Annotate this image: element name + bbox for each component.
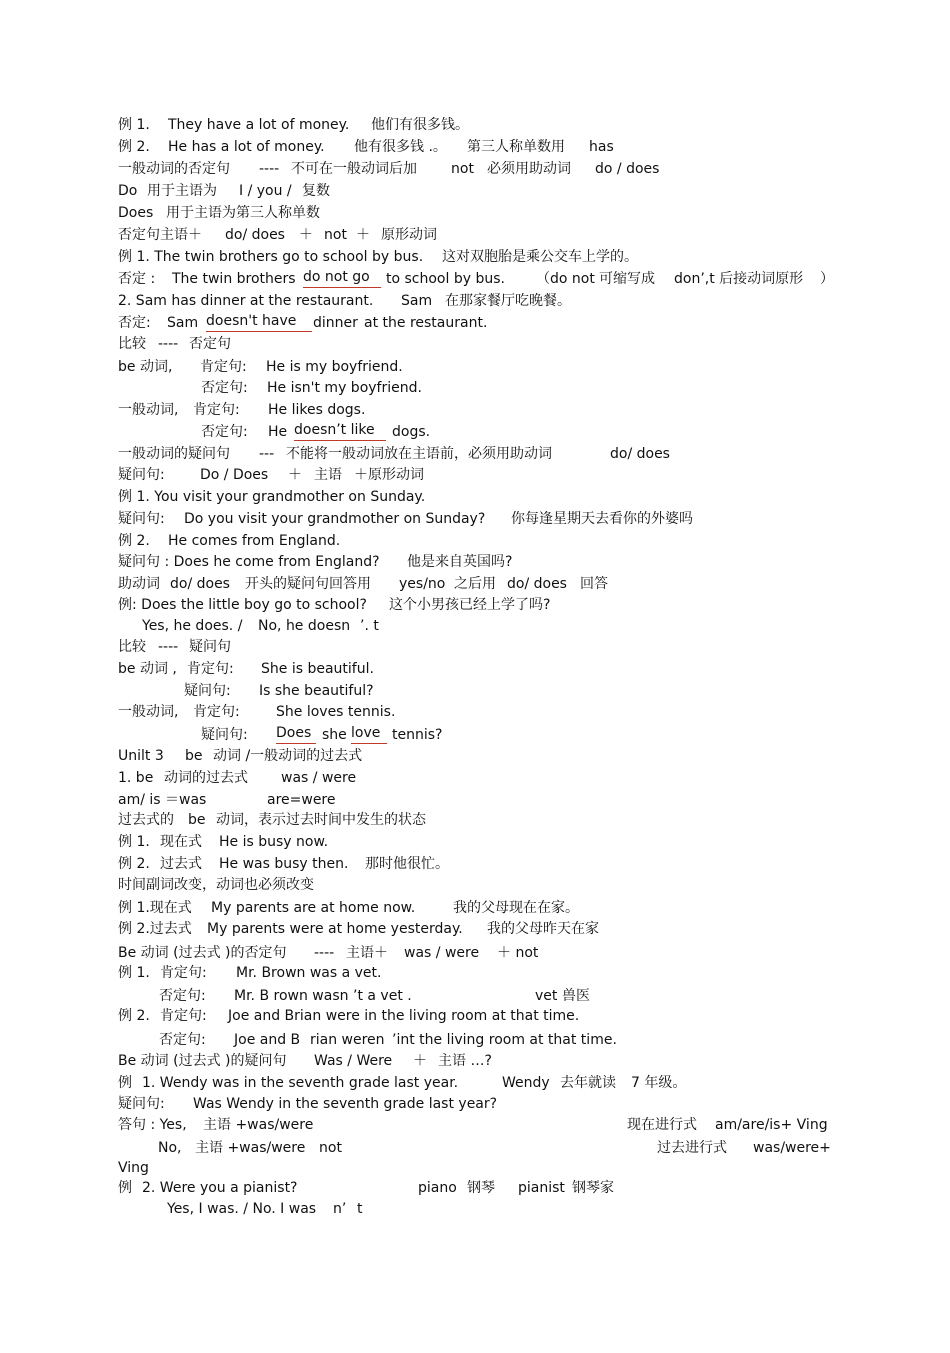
text: Do / Does: [200, 467, 269, 483]
line-2: [0, 136, 614, 158]
text: 主语 +was/were: [195, 1140, 306, 1156]
line-22: [0, 573, 608, 595]
text: 疑问句:: [118, 511, 165, 527]
text: do/ does: [507, 576, 567, 592]
line-18: [0, 486, 426, 508]
line-12: [0, 356, 403, 378]
text: 否定句:: [159, 1032, 206, 1048]
text: 1. be: [118, 770, 154, 786]
text: Yes, I was. / No. I was: [167, 1201, 317, 1217]
underlined-text: doesn't have: [206, 312, 312, 332]
text: 例 2.: [118, 1008, 150, 1024]
text: 否定句:: [201, 424, 248, 440]
text: Mr. B rown wasn: [234, 988, 349, 1004]
text: Ving: [118, 1160, 149, 1176]
text: 例 2.: [118, 856, 150, 872]
text: do/ does: [610, 446, 670, 462]
text: yes/no: [399, 576, 446, 592]
text: 疑问句:: [201, 727, 248, 743]
line-13: [0, 377, 422, 399]
text: be 动词,: [118, 359, 173, 375]
line-38: [0, 918, 599, 940]
text: do/ does: [170, 576, 230, 592]
text: not: [324, 227, 347, 243]
text: 助动词: [118, 576, 160, 592]
text: Be 动词 (过去式 )的疑问句: [118, 1053, 287, 1069]
text: 开头的疑问句回答用: [245, 576, 371, 592]
line-45: [0, 1072, 687, 1094]
text: 例 2.: [118, 533, 150, 549]
text: n’: [333, 1201, 347, 1217]
text: ＋: [413, 1053, 427, 1069]
text: ＋: [288, 467, 302, 483]
text: 肯定句:: [160, 1008, 207, 1024]
underlined-text: doesn’t like: [294, 421, 386, 441]
text: tennis?: [392, 727, 443, 743]
text: Yes, he does. /: [142, 618, 243, 634]
text: 肯定句:: [160, 965, 207, 981]
line-39: [0, 942, 539, 964]
text: 钢琴家: [572, 1180, 614, 1196]
line-25: [0, 636, 231, 658]
text: 肯定句:: [187, 661, 234, 677]
text: He is my boyfriend.: [266, 359, 403, 375]
line-27: [0, 680, 374, 702]
line-31: [0, 767, 357, 789]
text: 疑问句:: [118, 467, 165, 483]
text: He isn't my boyfriend.: [267, 380, 422, 396]
text: be: [185, 748, 203, 764]
line-46: [0, 1093, 498, 1115]
text: 1. Wendy was in the seventh grade last year.: [142, 1075, 459, 1091]
line-5: [0, 202, 320, 224]
line-3: [0, 158, 660, 180]
text: 例 1.: [118, 117, 150, 133]
text: 主语＋: [346, 945, 388, 961]
line-7: [0, 246, 638, 268]
line-48: [0, 1137, 831, 1159]
line-1: [0, 114, 469, 136]
text: do/ does: [225, 227, 285, 243]
text: No, he doesn: [258, 618, 351, 634]
text: 他有很多钱 .。: [354, 139, 447, 155]
text: ----: [259, 161, 280, 177]
text: He comes from England.: [168, 533, 341, 549]
text: 2. Were you a pianist?: [142, 1180, 298, 1196]
text: was/were+: [753, 1140, 831, 1156]
text: 兽医: [562, 988, 590, 1004]
text: He: [268, 424, 288, 440]
text: 用于主语为: [147, 183, 217, 199]
text: 时间副词改变，动词也必须改变: [118, 877, 314, 893]
text: 例 1.: [118, 834, 150, 850]
text: （do not: [536, 271, 595, 287]
text: rian weren: [310, 1032, 385, 1048]
text: Was / Were: [314, 1053, 393, 1069]
line-40: [0, 962, 382, 984]
text: 比较: [118, 639, 146, 655]
text: ’t a vet .: [353, 988, 412, 1004]
text: 不能将一般动词放在主语前，必须用助动词: [286, 446, 552, 462]
text: ’. t: [360, 618, 379, 634]
text: vet: [535, 988, 558, 1004]
line-23: [0, 594, 551, 616]
line-35: [0, 853, 449, 875]
text: 动词的过去式: [164, 770, 248, 786]
text: are=were: [267, 792, 336, 808]
text: 动词 /一般动词的过去式: [213, 748, 363, 764]
text: Do you visit your grandmother on Sunday?: [184, 511, 486, 527]
line-20: [0, 530, 341, 552]
text: Is she beautiful?: [259, 683, 374, 699]
text: was / were: [281, 770, 357, 786]
text: she: [322, 727, 347, 743]
line-24: [0, 615, 379, 637]
text: 过去进行式: [657, 1140, 727, 1156]
text: was / were: [404, 945, 480, 961]
line-50: [0, 1177, 614, 1199]
line-26: [0, 658, 374, 680]
text: to school by bus.: [386, 271, 505, 287]
text: 过去式的: [118, 812, 174, 828]
text: 例 1. The twin brothers go to school by bus.: [118, 249, 424, 265]
text: Sam: [401, 293, 433, 309]
text: 主语 +was/were: [203, 1117, 314, 1133]
text: 他是来自英国吗?: [407, 554, 513, 570]
text: 回答: [580, 576, 608, 592]
text: ＋: [356, 227, 370, 243]
text: 第三人称单数用: [467, 139, 565, 155]
text: not: [319, 1140, 342, 1156]
text: 一般动词,: [118, 704, 179, 720]
text: 不可在一般动词后加: [291, 161, 417, 177]
text: ---: [259, 446, 275, 462]
line-32: [0, 789, 336, 811]
text: 肯定句:: [193, 704, 240, 720]
text: Do: [118, 183, 138, 199]
text: 主语: [314, 467, 342, 483]
text: 例: [118, 1075, 132, 1091]
text: dogs.: [392, 424, 431, 440]
line-15: [0, 421, 431, 443]
text: Wendy: [502, 1075, 550, 1091]
text: 否定:: [118, 315, 151, 331]
line-47: [0, 1114, 828, 1136]
text: Was Wendy in the seventh grade last year?: [193, 1096, 498, 1112]
text: t: [357, 1201, 363, 1217]
text: 必须用助动词: [487, 161, 571, 177]
line-42: [0, 1005, 580, 1027]
text: 现在式: [160, 834, 202, 850]
text: 例: Does the little boy go to school?: [118, 597, 367, 613]
line-34: [0, 831, 329, 853]
line-21: [0, 551, 513, 573]
text: 疑问句 : Does he come from England?: [118, 554, 380, 570]
text: 现在进行式: [627, 1117, 697, 1133]
text: 例 1.: [118, 965, 150, 981]
text: 过去式: [160, 856, 202, 872]
text: dinner: [313, 315, 358, 331]
text: 7 年级。: [631, 1075, 687, 1091]
text: pianist: [518, 1180, 565, 1196]
text: 答句 : Yes,: [118, 1117, 187, 1133]
text: 2. Sam has dinner at the restaurant.: [118, 293, 374, 309]
text: 肯定句:: [200, 359, 247, 375]
text: She loves tennis.: [276, 704, 396, 720]
text: They have a lot of money.: [168, 117, 350, 133]
line-49: [0, 1157, 149, 1179]
text: I / you /: [239, 183, 292, 199]
text: 例 2.过去式: [118, 921, 192, 937]
text: He has a lot of money.: [168, 139, 325, 155]
text: 例 2.: [118, 139, 150, 155]
line-43: [0, 1029, 617, 1051]
text: 之后用: [454, 576, 496, 592]
text: 那时他很忙。: [365, 856, 449, 872]
underlined-text: love: [351, 724, 387, 744]
line-10: [0, 312, 488, 334]
text: She is beautiful.: [261, 661, 374, 677]
text: do / does: [595, 161, 660, 177]
text: 否定句主语＋: [118, 227, 202, 243]
text: 疑问句:: [184, 683, 231, 699]
text: 这对双胞胎是乘公交车上学的。: [442, 249, 638, 265]
text: ----: [314, 945, 335, 961]
text: Joe and Brian were in the living room at that time.: [228, 1008, 580, 1024]
text: 疑问句:: [118, 1096, 165, 1112]
text: He is busy now.: [219, 834, 329, 850]
line-29: [0, 724, 443, 746]
text: be 动词 ,: [118, 661, 177, 677]
text: piano: [418, 1180, 457, 1196]
line-8: [0, 268, 834, 290]
text: am/are/is+ Ving: [715, 1117, 828, 1133]
line-14: [0, 399, 366, 421]
text: 例 1.现在式: [118, 900, 192, 916]
text: 用于主语为第三人称单数: [166, 205, 320, 221]
text: don’,t 后接动词原形: [674, 271, 804, 287]
text: 在那家餐厅吃晚餐。: [445, 293, 571, 309]
text: 肯定句:: [193, 402, 240, 418]
text: ＋: [299, 227, 313, 243]
text: He was busy then.: [219, 856, 349, 872]
text: Joe and B: [234, 1032, 301, 1048]
text: 一般动词的疑问句: [118, 446, 230, 462]
line-28: [0, 701, 396, 723]
text: ）: [820, 271, 834, 287]
text: 这个小男孩已经上学了吗?: [389, 597, 551, 613]
text: 去年就读: [560, 1075, 616, 1091]
text: 一般动词的否定句: [118, 161, 230, 177]
text: has: [589, 139, 614, 155]
text: The twin brothers: [172, 271, 296, 287]
text: 否定句: [189, 336, 231, 352]
text: Does: [118, 205, 154, 221]
text: 否定句:: [201, 380, 248, 396]
text: 否定句:: [159, 988, 206, 1004]
line-19: [0, 508, 693, 530]
text: Be 动词 (过去式 )的否定句: [118, 945, 287, 961]
text: 你每逢星期天去看你的外婆吗: [511, 511, 693, 527]
text: 主语 …?: [438, 1053, 492, 1069]
line-30: [0, 745, 363, 767]
line-37: [0, 897, 579, 919]
underlined-text: Does: [276, 724, 316, 744]
text: ＋ not: [497, 945, 539, 961]
text: 例 1. You visit your grandmother on Sunday.: [118, 489, 426, 505]
text: 复数: [302, 183, 330, 199]
text: be: [188, 812, 206, 828]
line-6: [0, 224, 437, 246]
text: 例: [118, 1180, 132, 1196]
text: 可缩写成: [599, 271, 655, 287]
text: 我的父母现在在家。: [453, 900, 579, 916]
text: ----: [158, 336, 179, 352]
text: 动词，表示过去时间中发生的状态: [216, 812, 426, 828]
line-16: [0, 443, 670, 465]
text: 他们有很多钱。: [371, 117, 469, 133]
line-17: [0, 464, 424, 486]
text: Sam: [167, 315, 199, 331]
text: 比较: [118, 336, 146, 352]
text: Unilt 3: [118, 748, 164, 764]
text: He likes dogs.: [268, 402, 366, 418]
underlined-text: do not go: [303, 268, 381, 288]
line-44: [0, 1050, 492, 1072]
line-41: [0, 985, 590, 1007]
line-9: [0, 290, 571, 312]
text: not: [451, 161, 474, 177]
line-36: [0, 874, 314, 896]
text: 我的父母昨天在家: [487, 921, 599, 937]
text: My parents were at home yesterday.: [207, 921, 463, 937]
line-11: [0, 333, 231, 355]
text: 否定 :: [118, 271, 156, 287]
line-33: [0, 809, 426, 831]
text: 原形动词: [381, 227, 437, 243]
text: ＋原形动词: [354, 467, 424, 483]
text: 疑问句: [189, 639, 231, 655]
line-4: [0, 180, 330, 202]
text: 一般动词,: [118, 402, 179, 418]
text: Mr. Brown was a vet.: [236, 965, 382, 981]
text: ----: [158, 639, 179, 655]
text: 钢琴: [467, 1180, 495, 1196]
text: No,: [158, 1140, 182, 1156]
line-51: [0, 1198, 363, 1220]
text: at the restaurant.: [364, 315, 488, 331]
text: am/ is ＝was: [118, 792, 207, 808]
text: My parents are at home now.: [211, 900, 416, 916]
text: ’int the living room at that time.: [392, 1032, 617, 1048]
